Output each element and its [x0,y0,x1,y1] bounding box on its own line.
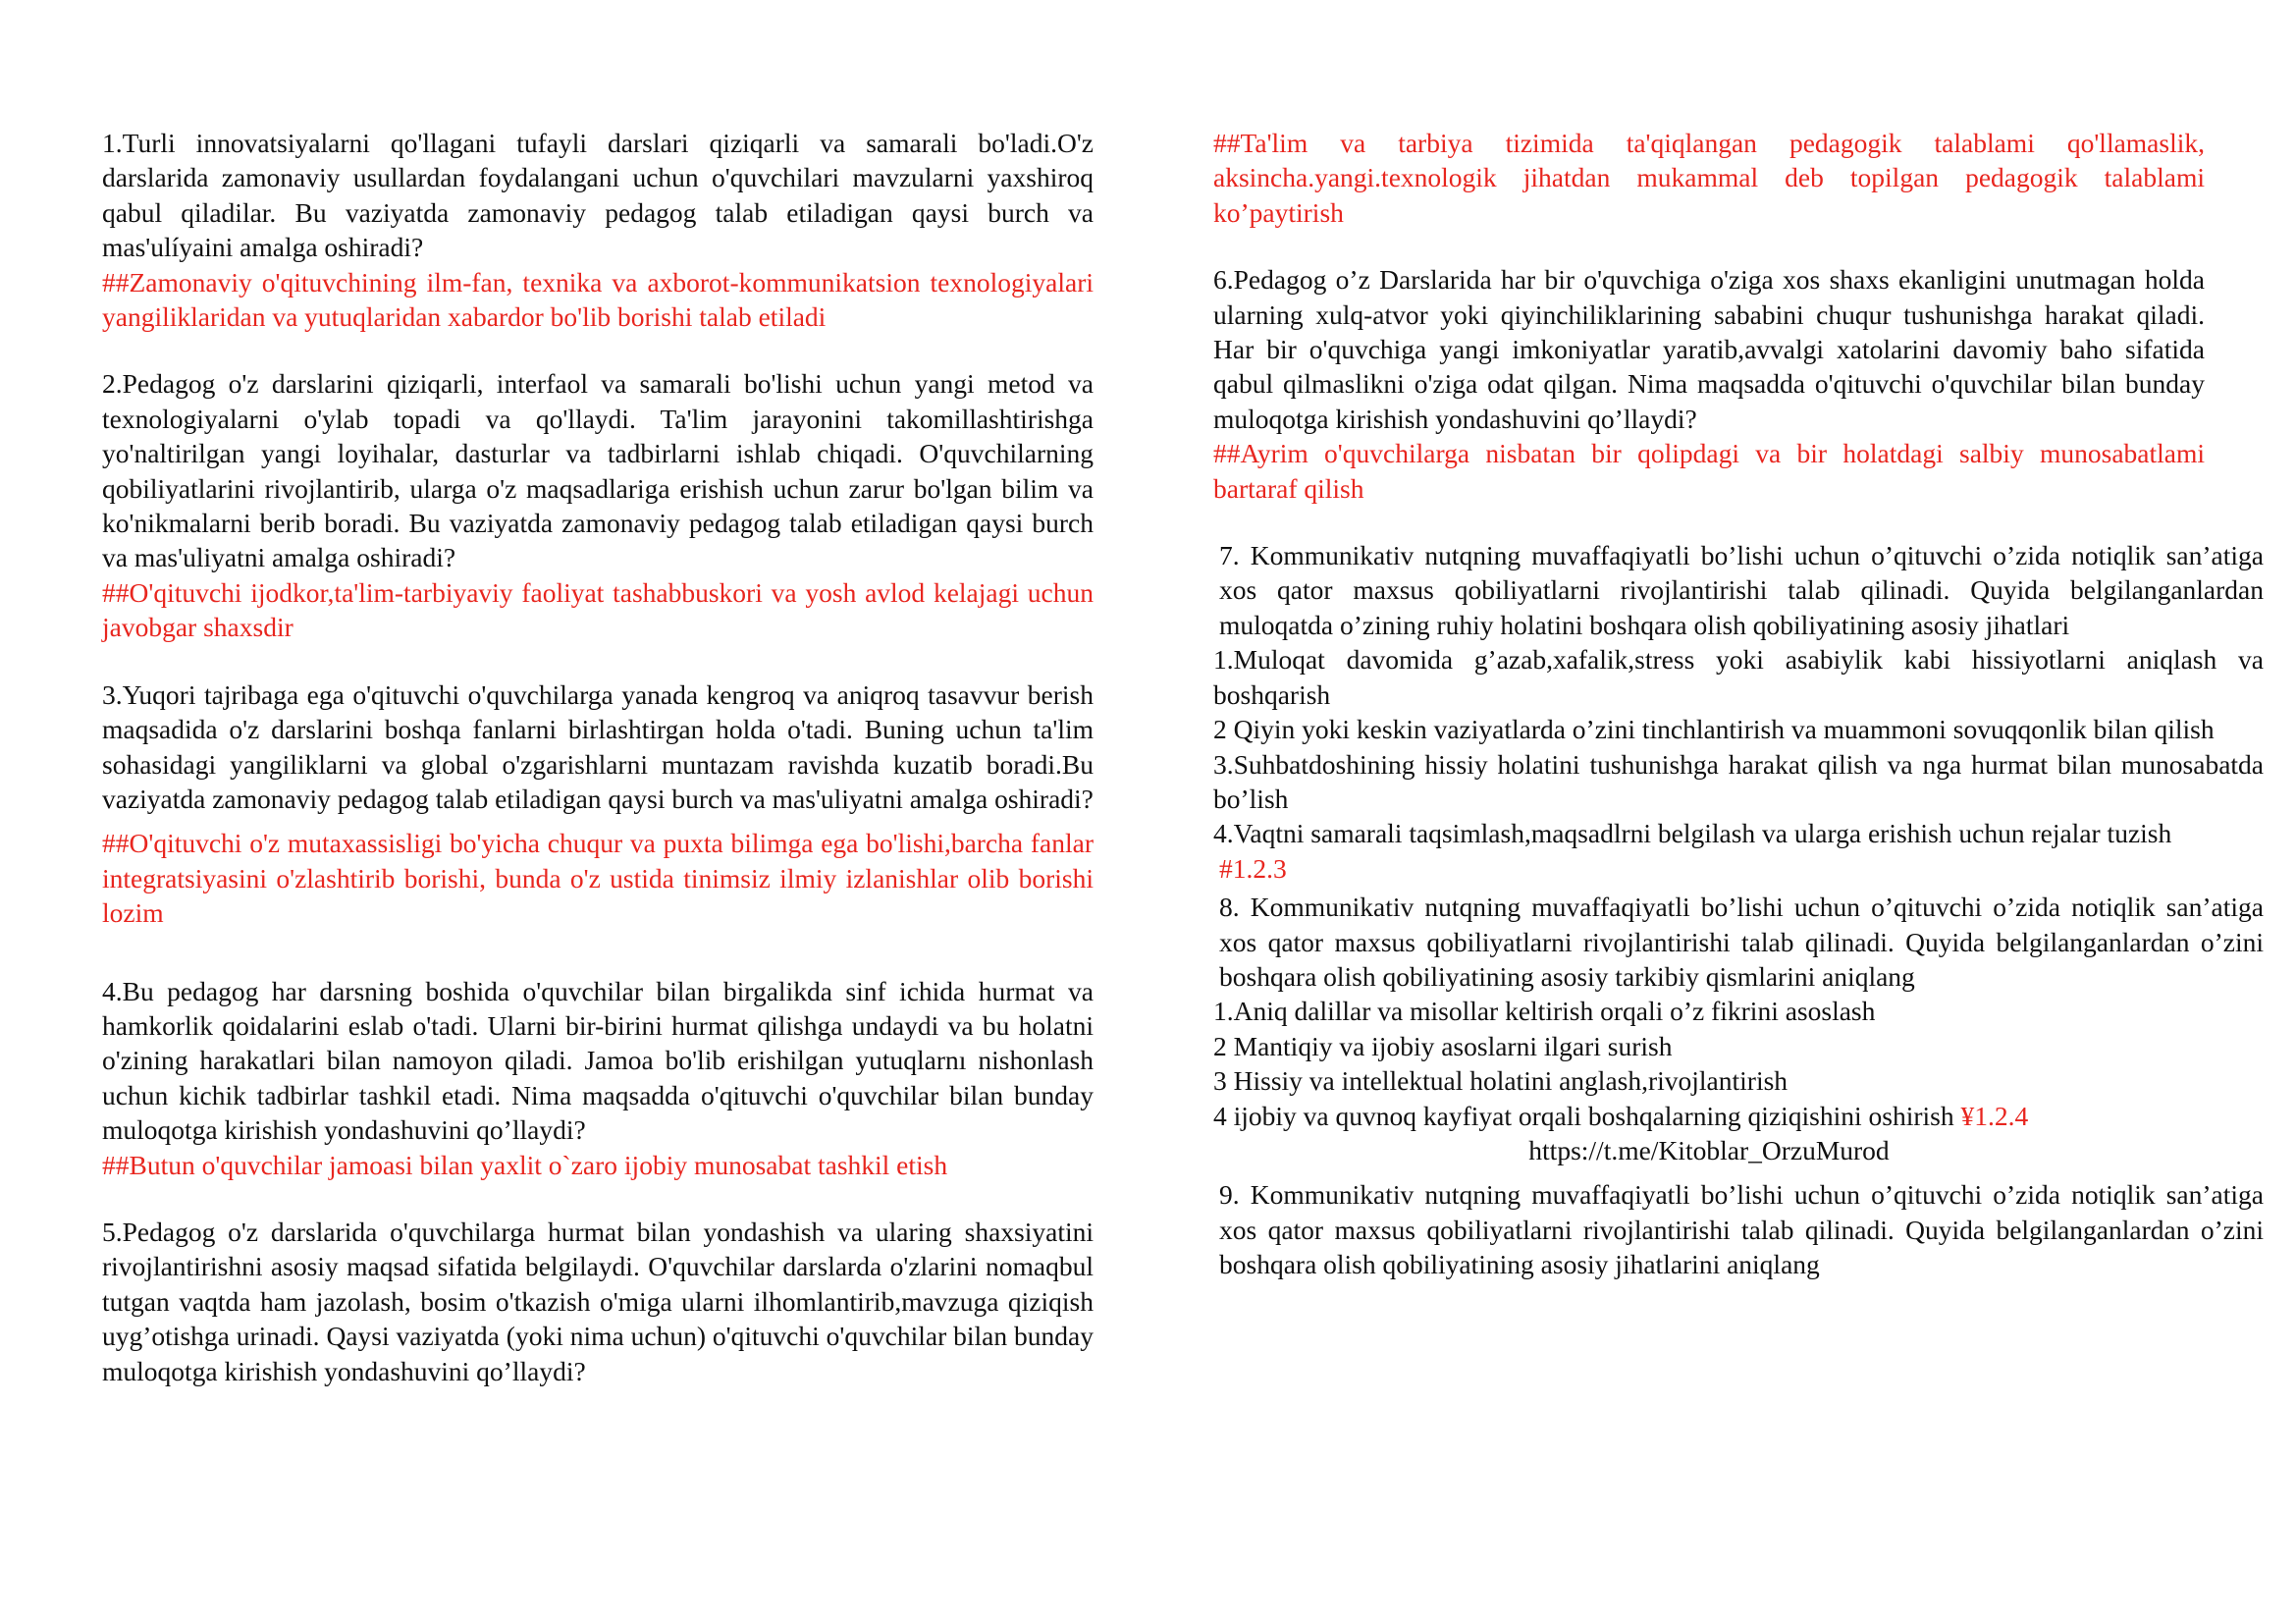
answer-4: ##Butun o'quvchilar jamoasi bilan yaxlit o`zaro ijobiy munosabat tashkil etish [102,1149,948,1180]
answer-6: ##Ayrim o'quvchilarga nisbatan bir qolipdagi va bir holatdagi salbiy munosabatlami bartaraf qilish [1213,438,2205,504]
telegram-link[interactable]: https://t.me/Kitoblar_OrzuMurod [1528,1134,1890,1165]
option-7-4: 4.Vaqtni samarali taqsimlash,maqsadlrni belgilash va ularga erishish uchun rejalar tuzish [1213,818,2172,849]
option-8-2: 2 Mantiqiy va ijobiy asoslarni ilgari surish [1213,1030,1673,1061]
question-4: 4.Bu pedagog har darsning boshida o'quvchilar bilan birgalikda sinf ichida hurmat va hamkorlik qoidalarini eslab o'tadi. Ularni bir-birini hurmat qilishga undaydi va bu holatni o'zining harakatlari bilan namoyon qiladi. Jamoa bo'lib erishilgan yutuqlarnı nishonlash uchun kichik tadbirlar tashkil etadi. Nima maqsadda o'qituvchi o'quvchilar bilan bunday muloqotga kirishish yondashuvini qo’llaydi? [102,975,1094,1146]
option-7-2: 2 Qiyin yoki keskin vaziyatlarda o’zini tinchlantirish va muammoni sovuqqonlik bilan qilish [1213,714,2215,745]
question-3: 3.Yuqori tajribaga ega o'qituvchi o'quvchilarga yanada kengroq va aniqroq tasavvur berish maqsadida o'z darslarini boshqa fanlarni birlashtirgan holda o'tadi. Buning uchun ta'lim sohasidagi yangiliklarni va global o'zgarishlarni muntazam ravishda kuzatib boradi.Bu vaziyatda zamonaviy pedagog talab etiladigan qaysi burch va mas'uliyatni amalga oshiradi? [102,678,1094,814]
question-2: 2.Pedagog o'z darslarini qiziqarli, interfaol va samarali bo'lishi uchun yangi metod va texnologiyalarni o'ylab topadi va qo'llaydi. Ta'lim jarayonini takomillashtirishga yo'naltirilgan yangi loyihalar, dasturlar va tadbirlarni ishlab chiqadi. O'quvchilarning qobiliyatlarini rivojlantirib, ularga o'z maqsadlariga erishish uchun zarur bo'lgan bilim va ko'nikmalarni berib boradi. Bu vaziyatda zamonaviy pedagog talab etiladigan qaysi burch va mas'uliyatni amalga oshiradi? [102,368,1094,573]
answer-1: ##Zamonaviy o'qituvchining ilm-fan, texnika va axborot-kommunikatsion texnologiyalari yangiliklaridan va yutuqlaridan xabardor bo'lib borishi talab etiladi [102,266,1094,333]
answer-code-7: #1.2.3 [1219,852,1287,884]
question-9: 9. Kommunikativ nutqning muvaffaqiyatli bo’lishi uchun o’qituvchi o’zida notiqlik san’atiga xos qator maxsus qobiliyatlarni rivojlantirishi talab qilinadi. Quyida belgilanganlardan o’zini boshqara olish qobiliyatining asosiy jihatlarini aniqlang [1219,1179,2264,1280]
option-7-1: 1.Muloqat davomida g’azab,xafalik,stress yoki asabiylik kabi hissiyotlarni aniqlash va boshqarish [1213,644,2264,710]
option-8-1: 1.Aniq dalillar va misollar keltirish orqali o’z fikrini asoslash [1213,996,1876,1027]
right-column [1213,126,2264,1282]
option-8-3: 3 Hissiy va intellektual holatini anglash,rivojlantirish [1213,1065,1789,1097]
left-column [102,126,1094,1388]
question-1: 1.Turli innovatsiyalarni qo'llagani tufayli darslari qiziqarli va samarali bo'ladi.O'z darslarida zamonaviy usullardan foydalangani uchun o'quvchilari mavzularni yaxshiroq qabul qiladilar. Bu vaziyatda zamonaviy pedagog talab etiladigan qaysi burch va mas'ulíyaini amalga oshiradi? [102,128,1094,263]
question-6: 6.Pedagog o’z Darslarida har bir o'quvchiga o'ziga xos shaxs ekanligini unutmagan holda ularning xulq-atvor yoki qiyinchiliklarining sababini chuqur tushunishga harakat qiladi. Har bir o'quvchiga yangi imkoniyatlar yaratib,avvalgi xatolarini davomiy baho sifatida qabul qilmaslikni o'ziga odat qilgan. Nima maqsadda o'qituvchi o'quvchilar bilan bunday muloqotga kirishish yondashuvini qo’llaydi? [1213,264,2205,434]
option-8-4: 4 ijobiy va quvnoq kayfiyat orqali boshqalarning qiziqishini oshirish [1213,1100,1954,1131]
question-7: 7. Kommunikativ nutqning muvaffaqiyatli bo’lishi uchun o’qituvchi o’zida notiqlik san’atiga xos qator maxsus qobiliyatlarni rivojlantirishi talab qilinadi. Quyida belgilanganlardan muloqatda o’zining ruhiy holatini boshqara olish qobiliyatining asosiy jihatlari [1219,540,2264,640]
answer-3: ##O'qituvchi o'z mutaxassisligi bo'yicha chuqur va puxta bilimga ega bo'lishi,barcha fanlar integratsiyasini o'zlashtirib borishi, bunda o'z ustida tinimsiz ilmiy izlanishlar olib borishi lozim [102,828,1094,929]
option-7-3: 3.Suhbatdoshining hissiy holatini tushunishga harakat qilish va nga hurmat bilan munosabatda bo’lish [1213,748,2264,814]
answer-2: ##O'qituvchi ijodkor,ta'lim-tarbiyaviy faoliyat tashabbuskori va yosh avlod kelajagi uchun javobgar shaxsdir [102,576,1094,643]
answer-code-8: ¥1.2.4 [1960,1100,2029,1131]
option-8-4-line [1213,1099,2205,1133]
question-5: 5.Pedagog o'z darslarida o'quvchilarga hurmat bilan yondashish va ularing shaxsiyatini rivojlantirishni asosiy maqsad sifatida belgilaydi. O'quvchilar darslarda o'zlarini nomaqbul tutgan vaqtda ham jazolash, bosim o'tkazish o'miga ularni ilhomlantirib,mavzuga qiziqish uyg’otishga urinadi. Qaysi vaziyatda (yoki nima uchun) o'qituvchi o'quvchilar bilan bunday muloqotga kirishish yondashuvini qo’llaydi? [102,1216,1094,1386]
answer-5: ##Ta'lim va tarbiya tizimida ta'qiqlangan pedagogik talablami qo'llamaslik, aksincha.yangi.texnologik jihatdan mukammal deb topilgan pedagogik talablami ko’paytirish [1213,128,2205,228]
question-8: 8. Kommunikativ nutqning muvaffaqiyatli bo’lishi uchun o’qituvchi o’zida notiqlik san’atiga xos qator maxsus qobiliyatlarni rivojlantirishi talab qilinadi. Quyida belgilanganlardan o’zini boshqara olish qobiliyatining asosiy tarkibiy qismlarini aniqlang [1219,892,2264,992]
